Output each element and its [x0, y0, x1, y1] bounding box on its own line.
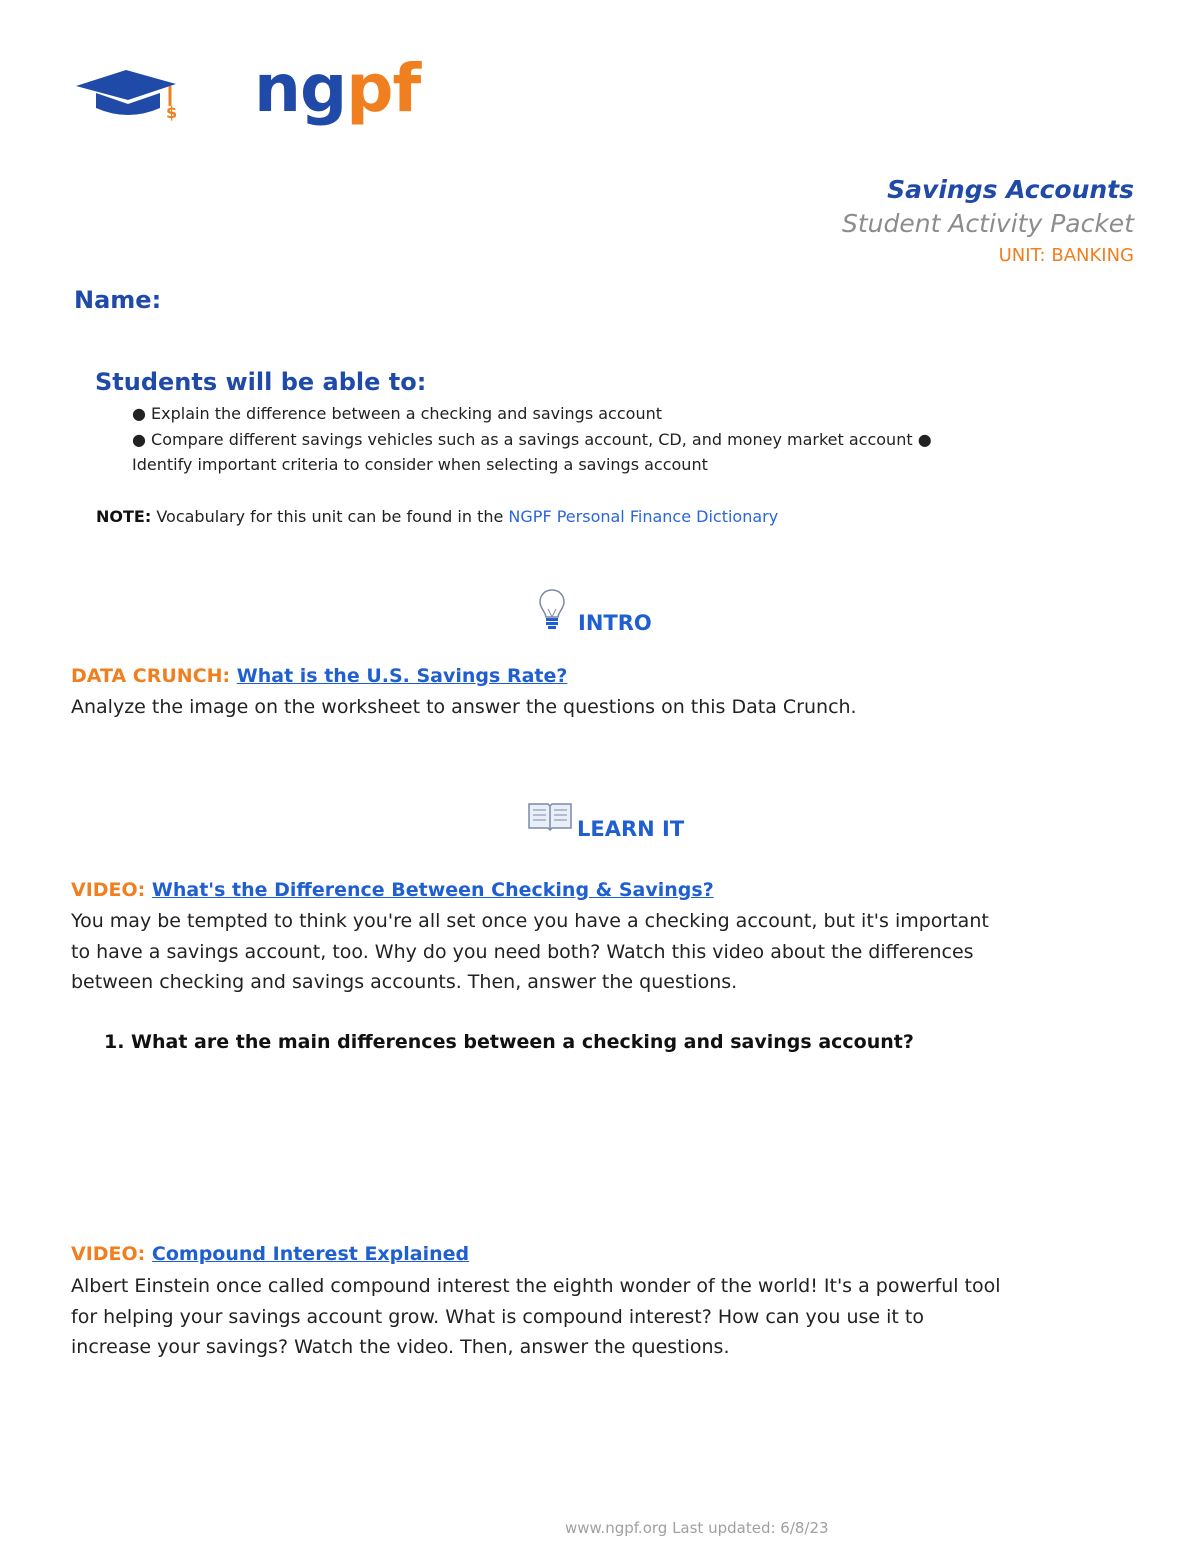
- title-block: [842, 173, 1134, 271]
- question-1: 1. What are the main differences between a checking and savings account?: [104, 1031, 914, 1053]
- unit-label: UNIT: BANKING: [998, 245, 1134, 266]
- book-icon: [526, 800, 574, 832]
- learn-it-heading: LEARN IT: [577, 817, 685, 841]
- compound-interest-link[interactable]: Compound Interest Explained: [151, 1243, 470, 1265]
- graduation-cap-icon: [76, 60, 186, 130]
- objective-item: ● Compare different savings vehicles such as a savings account, CD, and money market account ●: [132, 430, 932, 449]
- note-label: NOTE:: [96, 507, 152, 526]
- video1-line: You may be tempted to think you're all set once you have a checking account, but it's important: [71, 910, 989, 932]
- savings-rate-link[interactable]: What is the U.S. Savings Rate?: [236, 665, 568, 687]
- document-title: Savings Accounts: [887, 175, 1134, 204]
- video2-description: [71, 1271, 1141, 1363]
- data-crunch-heading: [71, 663, 567, 689]
- svg-text:$: $: [166, 103, 178, 122]
- data-crunch-text: Analyze the image on the worksheet to answer the questions on this Data Crunch.: [71, 696, 857, 718]
- objective-item: ● Explain the difference between a checking and savings account: [132, 404, 662, 423]
- name-label: Name:: [74, 286, 162, 314]
- video2-line: for helping your savings account grow. What is compound interest? How can you use it to: [71, 1305, 924, 1328]
- logo-pf: pf: [346, 50, 421, 127]
- video1-description: [71, 906, 1141, 998]
- logo-ng: ng: [254, 50, 347, 127]
- objectives: [95, 365, 1055, 399]
- video2-line: increase your savings? Watch the video. Then, answer the questions.: [71, 1336, 730, 1358]
- logo-wordmark: [254, 50, 421, 127]
- video1-line: between checking and savings accounts. Then, answer the questions.: [71, 971, 738, 993]
- dictionary-link[interactable]: NGPF Personal Finance Dictionary: [508, 507, 779, 526]
- note-text: Vocabulary for this unit can be found in the: [151, 507, 509, 526]
- video2-line: Albert Einstein once called compound interest the eighth wonder of the world! It's a powerful tool: [71, 1275, 1001, 1297]
- checking-vs-savings-link[interactable]: What's the Difference Between Checking & Savings?: [151, 879, 714, 901]
- data-crunch-label: DATA CRUNCH:: [71, 665, 231, 687]
- lightbulb-icon: [536, 587, 568, 631]
- document-subtitle: Student Activity Packet: [841, 209, 1134, 238]
- intro-heading: INTRO: [578, 611, 652, 635]
- objective-item: Identify important criteria to consider when selecting a savings account: [132, 455, 708, 474]
- objectives-heading: Students will be able to:: [95, 368, 427, 396]
- vocabulary-note: [96, 505, 778, 529]
- ngpf-logo: [76, 50, 421, 130]
- video2-label: VIDEO:: [71, 1243, 146, 1265]
- page-footer: www.ngpf.org Last updated: 6/8/23: [565, 1519, 829, 1537]
- video2-heading: [71, 1241, 469, 1267]
- video1-line: to have a savings account, too. Why do you need both? Watch this video about the differences: [71, 940, 974, 963]
- video1-label: VIDEO:: [71, 879, 146, 901]
- video1-heading: [71, 877, 714, 903]
